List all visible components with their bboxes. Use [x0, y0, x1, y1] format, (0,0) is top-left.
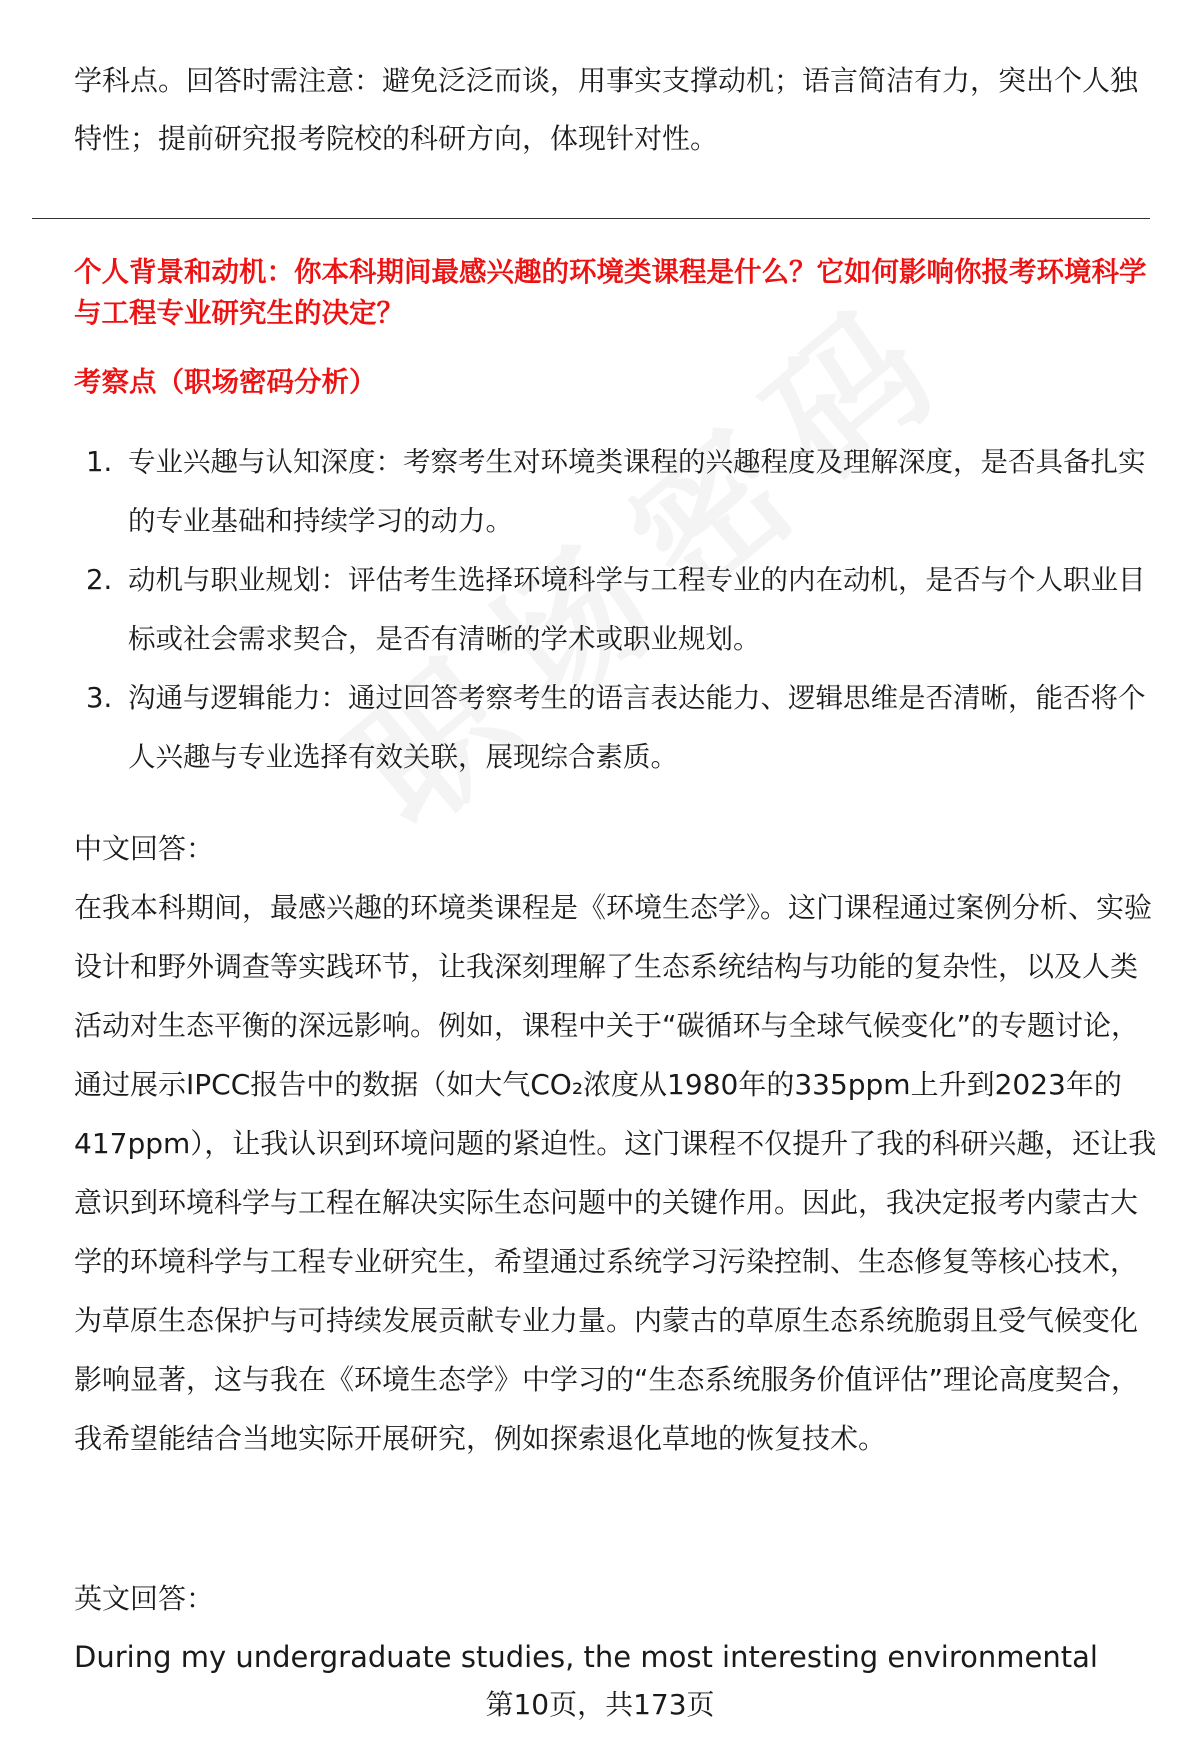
assessment-points-list [74, 433, 1154, 787]
list-item-text: 动机与职业规划：评估考生选择环境科学与工程专业的内在动机，是否与个人职业目标或社会需求契合，是否有清晰的学术或职业规划。 [128, 564, 1146, 655]
section-divider [32, 218, 1150, 219]
list-item [74, 669, 1154, 787]
question-heading: 个人背景和动机：你本科期间最感兴趣的环境类课程是什么？它如何影响你报考环境科学与工程专业研究生的决定？ [74, 256, 1147, 329]
list-item-number: 1. [86, 446, 113, 478]
assessment-subheading: 考察点（职场密码分析） [74, 366, 377, 398]
list-item-text: 专业兴趣与认知深度：考察考生对环境类课程的兴趣程度及理解深度，是否具备扎实的专业基础和持续学习的动力。 [128, 446, 1146, 537]
english-answer-paragraph: During my undergraduate studies, the most interesting environmental [74, 1640, 1098, 1674]
list-item-number: 3. [86, 682, 113, 714]
list-item [74, 551, 1154, 669]
list-item [74, 433, 1154, 551]
list-item-text: 沟通与逻辑能力：通过回答考察考生的语言表达能力、逻辑思维是否清晰，能否将个人兴趣与专业选择有效关联，展现综合素质。 [128, 682, 1146, 773]
list-item-number: 2. [86, 564, 113, 596]
chinese-answer-label: 中文回答： [74, 832, 215, 865]
chinese-answer-paragraph: 在我本科期间，最感兴趣的环境类课程是《环境生态学》。这门课程通过案例分析、实验设计和野外调查等实践环节，让我深刻理解了生态系统结构与功能的复杂性，以及人类活动对生态平衡的深远影响。例如，课程中关于“碳循环与全球气候变化”的专题讨论，通过展示IPCC报告中的数据（如大气CO₂浓度从1980年的335ppm上升到2023年的417ppm），让我认识到环境问题的紧迫性。这门课程不仅提升了我的科研兴趣，还让我意识到环境科学与工程在解决实际生态问题中的关键作用。因此，我决定报考内蒙古大学的环境科学与工程专业研究生，希望通过系统学习污染控制、生态修复等核心技术，为草原生态保护与可持续发展贡献专业力量。内蒙古的草原生态系统脆弱且受气候变化影响显著，这与我在《环境生态学》中学习的“生态系统服务价值评估”理论高度契合，我希望能结合当地实际开展研究，例如探索退化草地的恢复技术。 [74, 891, 1157, 1455]
intro-paragraph: 学科点。回答时需注意：避免泛泛而谈，用事实支撑动机；语言简洁有力，突出个人独特性；提前研究报考院校的科研方向，体现针对性。 [74, 64, 1139, 155]
english-answer-label: 英文回答： [74, 1582, 215, 1615]
page-footer: 第10页，共173页 [485, 1688, 715, 1721]
